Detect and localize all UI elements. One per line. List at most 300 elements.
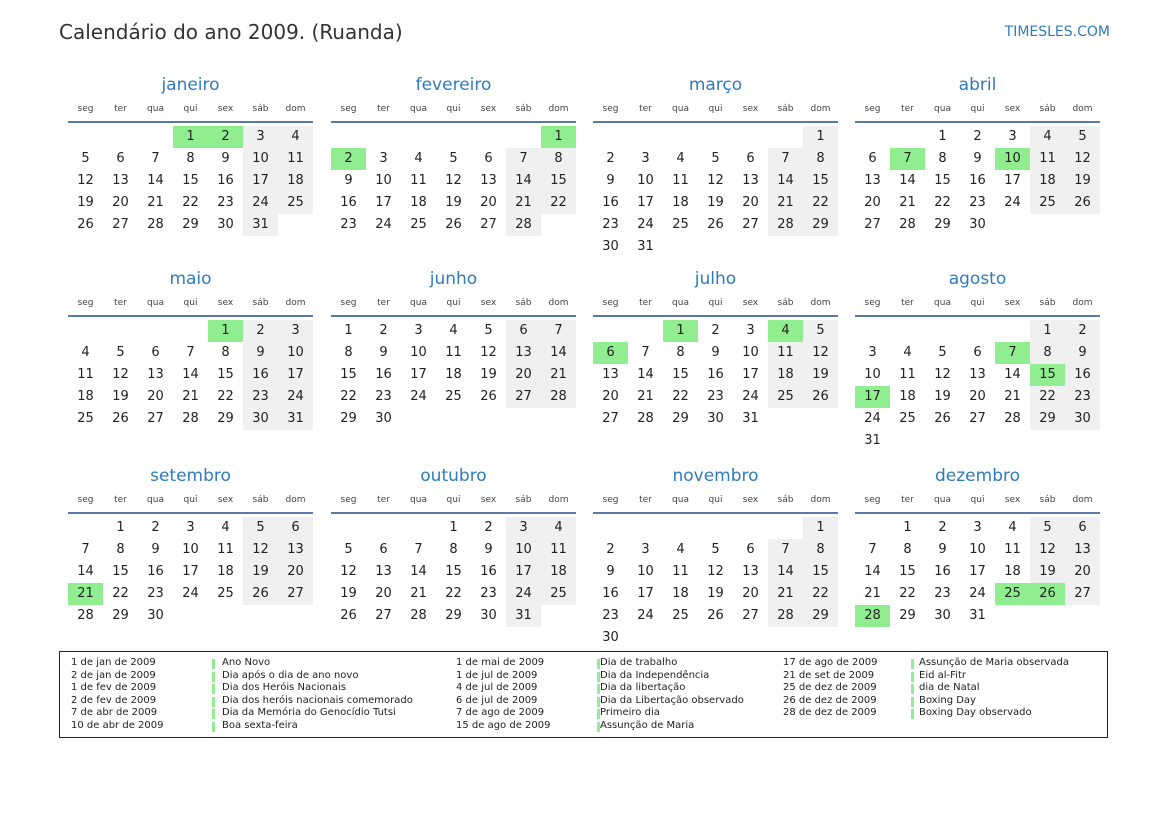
day-cell: 8 xyxy=(803,148,838,170)
holiday-legend xyxy=(59,651,1108,738)
day-cell: 12 xyxy=(934,367,951,382)
legend-date: 17 de ago de 2009 xyxy=(783,657,878,668)
day-cell: 5 xyxy=(1065,126,1100,148)
weekday-label: qua xyxy=(147,104,164,114)
day-cell: 19 xyxy=(934,389,951,404)
legend-holiday-name: Dia de trabalho xyxy=(600,657,678,668)
day-cell: 20 xyxy=(278,561,313,583)
day-cell: 4 xyxy=(278,126,313,148)
weekday-label: qui xyxy=(446,298,461,308)
weekday-label: dom xyxy=(1072,104,1093,114)
day-cell: 30 xyxy=(375,411,392,426)
day-cell: 24 xyxy=(506,583,541,605)
day-cell: 23 xyxy=(217,195,234,210)
day-cell: 5 xyxy=(484,323,493,338)
legend-holiday-name: Dia da Independência xyxy=(600,669,710,681)
day-cell: 21 xyxy=(637,389,654,404)
day-cell: 12 xyxy=(803,342,838,364)
holiday-day-cell: 1 xyxy=(541,126,576,148)
day-cell: 16 xyxy=(243,364,278,386)
holiday-day-cell: 2 xyxy=(208,126,243,148)
weekday-label: sáb xyxy=(777,298,794,308)
day-cell: 15 xyxy=(803,170,838,192)
legend-holiday-name: Dia da Memória do Genocídio Tutsi xyxy=(222,707,396,719)
day-cell: 5 xyxy=(1030,517,1065,539)
weekday-label: ter xyxy=(901,104,914,114)
day-cell: 28 xyxy=(541,386,576,408)
day-cell: 22 xyxy=(803,583,838,605)
day-cell: 23 xyxy=(1065,386,1100,408)
day-cell: 26 xyxy=(803,386,838,408)
weekday-label: dom xyxy=(548,104,569,114)
weekday-label: qui xyxy=(708,495,723,505)
month-divider xyxy=(855,315,1100,317)
site-link[interactable]: TIMESLES.COM xyxy=(1004,24,1110,40)
day-cell: 23 xyxy=(375,389,392,404)
month-name: setembro xyxy=(150,466,231,486)
day-cell: 25 xyxy=(445,389,462,404)
day-cell: 5 xyxy=(938,345,947,360)
day-cell: 7 xyxy=(151,151,160,166)
day-cell: 27 xyxy=(602,411,619,426)
day-cell: 4 xyxy=(676,151,685,166)
day-cell: 28 xyxy=(77,608,94,623)
day-cell: 6 xyxy=(116,151,125,166)
day-cell: 3 xyxy=(414,323,423,338)
day-cell: 24 xyxy=(637,608,654,623)
day-cell: 14 xyxy=(899,173,916,188)
weekday-label: qua xyxy=(410,495,427,505)
day-cell: 8 xyxy=(116,542,125,557)
holiday-marker xyxy=(911,684,914,694)
month-divider xyxy=(593,121,838,123)
day-cell: 16 xyxy=(707,367,724,382)
day-cell: 20 xyxy=(147,389,164,404)
day-cell: 7 xyxy=(541,320,576,342)
day-cell: 9 xyxy=(344,173,353,188)
day-cell: 14 xyxy=(541,342,576,364)
weekday-label: sáb xyxy=(252,495,269,505)
day-cell: 9 xyxy=(243,342,278,364)
weekday-label: qua xyxy=(410,298,427,308)
day-cell: 14 xyxy=(77,564,94,579)
day-cell: 6 xyxy=(973,345,982,360)
day-cell: 31 xyxy=(506,605,541,627)
day-cell: 4 xyxy=(541,517,576,539)
legend-date: 1 de jan de 2009 xyxy=(71,657,156,668)
weekday-label: seg xyxy=(77,298,94,308)
weekday-label: qua xyxy=(672,104,689,114)
day-cell: 28 xyxy=(899,217,916,232)
day-cell: 20 xyxy=(969,389,986,404)
legend-holiday-name: Ano Novo xyxy=(222,657,271,668)
weekday-label: sex xyxy=(1004,104,1021,114)
legend-holiday-name: Dia da Libertação observado xyxy=(600,694,744,706)
weekday-label: ter xyxy=(377,495,390,505)
day-cell: 18 xyxy=(899,389,916,404)
day-cell: 27 xyxy=(506,386,541,408)
day-cell: 17 xyxy=(969,564,986,579)
day-cell: 29 xyxy=(803,605,838,627)
legend-date: 1 de jul de 2009 xyxy=(456,669,538,681)
holiday-marker xyxy=(212,722,215,732)
day-cell: 26 xyxy=(707,217,724,232)
day-cell: 12 xyxy=(707,564,724,579)
month-divider xyxy=(855,121,1100,123)
day-cell: 28 xyxy=(182,411,199,426)
day-cell: 24 xyxy=(742,389,759,404)
day-cell: 16 xyxy=(934,564,951,579)
day-cell: 31 xyxy=(243,214,278,236)
legend-date: 10 de abr de 2009 xyxy=(71,719,164,731)
holiday-marker xyxy=(212,659,215,669)
day-cell: 27 xyxy=(742,608,759,623)
day-cell: 14 xyxy=(182,367,199,382)
legend-holiday-name: Boxing Day observado xyxy=(919,707,1032,719)
day-cell: 30 xyxy=(243,408,278,430)
weekday-header xyxy=(593,495,838,509)
day-cell: 25 xyxy=(1030,192,1065,214)
day-cell: 16 xyxy=(217,173,234,188)
day-cell: 28 xyxy=(506,214,541,236)
day-cell: 9 xyxy=(938,542,947,557)
day-cell: 16 xyxy=(602,586,619,601)
weekday-header xyxy=(855,298,1100,312)
day-cell: 3 xyxy=(379,151,388,166)
day-cell: 20 xyxy=(864,195,881,210)
holiday-marker xyxy=(212,697,215,707)
day-cell: 6 xyxy=(746,151,755,166)
month-name: janeiro xyxy=(161,75,220,95)
day-cell: 19 xyxy=(707,586,724,601)
holiday-marker xyxy=(212,709,215,719)
day-cell: 19 xyxy=(1030,561,1065,583)
day-cell: 26 xyxy=(77,217,94,232)
weekday-label: ter xyxy=(901,298,914,308)
day-cell: 11 xyxy=(672,173,689,188)
day-cell: 7 xyxy=(868,542,877,557)
day-cell: 21 xyxy=(147,195,164,210)
day-cell: 28 xyxy=(768,214,803,236)
day-cell: 12 xyxy=(707,173,724,188)
day-cell: 26 xyxy=(445,217,462,232)
day-cell: 2 xyxy=(938,520,947,535)
weekday-label: ter xyxy=(639,495,652,505)
day-cell: 23 xyxy=(602,217,619,232)
weekday-header xyxy=(331,495,576,509)
day-cell: 3 xyxy=(186,520,195,535)
day-cell: 10 xyxy=(410,345,427,360)
weekday-label: seg xyxy=(340,298,357,308)
month-name: dezembro xyxy=(935,466,1020,486)
month-divider xyxy=(593,315,838,317)
month-divider xyxy=(593,512,838,514)
day-cell: 15 xyxy=(340,367,357,382)
day-cell: 13 xyxy=(375,564,392,579)
day-cell: 6 xyxy=(379,542,388,557)
day-cell: 20 xyxy=(480,195,497,210)
weekday-label: seg xyxy=(602,298,619,308)
day-cell: 28 xyxy=(768,605,803,627)
day-cell: 30 xyxy=(602,239,619,254)
day-cell: 24 xyxy=(637,217,654,232)
weekday-label: qui xyxy=(708,104,723,114)
day-cell: 21 xyxy=(768,583,803,605)
day-cell: 25 xyxy=(217,586,234,601)
day-cell: 29 xyxy=(112,608,129,623)
day-cell: 5 xyxy=(711,151,720,166)
day-cell: 1 xyxy=(344,323,353,338)
day-cell: 17 xyxy=(375,195,392,210)
day-cell: 16 xyxy=(602,195,619,210)
day-cell: 27 xyxy=(112,217,129,232)
day-cell: 14 xyxy=(506,170,541,192)
day-cell: 23 xyxy=(934,586,951,601)
day-cell: 3 xyxy=(746,323,755,338)
day-cell: 9 xyxy=(606,564,615,579)
day-cell: 3 xyxy=(1008,129,1017,144)
weekday-label: ter xyxy=(901,495,914,505)
day-cell: 21 xyxy=(864,586,881,601)
day-cell: 14 xyxy=(768,561,803,583)
day-cell: 29 xyxy=(217,411,234,426)
weekday-header xyxy=(593,298,838,312)
day-cell: 1 xyxy=(1030,320,1065,342)
month-name: outubro xyxy=(420,466,487,486)
day-cell: 3 xyxy=(506,517,541,539)
day-cell: 18 xyxy=(672,195,689,210)
weekday-label: sex xyxy=(1004,298,1021,308)
day-cell: 1 xyxy=(903,520,912,535)
day-cell: 7 xyxy=(414,542,423,557)
day-cell: 7 xyxy=(768,148,803,170)
day-cell: 14 xyxy=(864,564,881,579)
weekday-label: dom xyxy=(1072,495,1093,505)
day-cell: 1 xyxy=(938,129,947,144)
day-cell: 27 xyxy=(969,411,986,426)
weekday-label: qua xyxy=(934,104,951,114)
weekday-label: qua xyxy=(410,104,427,114)
day-cell: 7 xyxy=(768,539,803,561)
day-cell: 24 xyxy=(182,586,199,601)
day-cell: 2 xyxy=(606,542,615,557)
month-name: março xyxy=(688,75,743,95)
day-cell: 10 xyxy=(637,173,654,188)
day-cell: 13 xyxy=(742,564,759,579)
day-cell: 27 xyxy=(147,411,164,426)
day-cell: 5 xyxy=(243,517,278,539)
day-cell: 7 xyxy=(186,345,195,360)
day-cell: 28 xyxy=(1004,411,1021,426)
day-cell: 24 xyxy=(1004,195,1021,210)
holiday-day-cell: 7 xyxy=(890,148,925,170)
day-cell: 20 xyxy=(506,364,541,386)
day-cell: 13 xyxy=(147,367,164,382)
day-cell: 6 xyxy=(151,345,160,360)
legend-date: 26 de dez de 2009 xyxy=(783,694,877,706)
day-cell: 11 xyxy=(77,367,94,382)
day-cell: 7 xyxy=(506,148,541,170)
day-cell: 4 xyxy=(1030,126,1065,148)
day-cell: 26 xyxy=(112,411,129,426)
weekday-label: qui xyxy=(183,495,198,505)
day-cell: 11 xyxy=(410,173,427,188)
day-cell: 13 xyxy=(278,539,313,561)
day-cell: 23 xyxy=(147,586,164,601)
weekday-header xyxy=(331,298,576,312)
day-cell: 19 xyxy=(707,195,724,210)
day-cell: 30 xyxy=(147,608,164,623)
day-cell: 14 xyxy=(637,367,654,382)
day-cell: 18 xyxy=(77,389,94,404)
day-cell: 11 xyxy=(768,342,803,364)
day-cell: 2 xyxy=(379,323,388,338)
month-divider xyxy=(855,512,1100,514)
day-cell: 21 xyxy=(506,192,541,214)
day-cell: 10 xyxy=(742,345,759,360)
day-cell: 9 xyxy=(221,151,230,166)
weekday-label: sáb xyxy=(1039,104,1056,114)
day-cell: 19 xyxy=(480,367,497,382)
day-cell: 21 xyxy=(410,586,427,601)
day-cell: 22 xyxy=(934,195,951,210)
day-cell: 3 xyxy=(868,345,877,360)
weekday-header xyxy=(68,495,313,509)
day-cell: 17 xyxy=(506,561,541,583)
day-cell: 16 xyxy=(375,367,392,382)
weekday-label: sex xyxy=(480,104,497,114)
day-cell: 20 xyxy=(375,586,392,601)
day-cell: 23 xyxy=(707,389,724,404)
weekday-label: qui xyxy=(446,495,461,505)
day-cell: 16 xyxy=(480,564,497,579)
day-cell: 5 xyxy=(344,542,353,557)
day-cell: 17 xyxy=(410,367,427,382)
weekday-label: sex xyxy=(480,495,497,505)
month-divider xyxy=(331,315,576,317)
legend-date: 6 de jul de 2009 xyxy=(456,694,538,706)
day-cell: 3 xyxy=(641,151,650,166)
day-cell: 25 xyxy=(768,386,803,408)
holiday-day-cell: 28 xyxy=(855,605,890,627)
holiday-day-cell: 10 xyxy=(995,148,1030,170)
day-cell: 25 xyxy=(278,192,313,214)
day-cell: 29 xyxy=(672,411,689,426)
month-divider xyxy=(68,121,313,123)
weekday-label: sáb xyxy=(515,495,532,505)
day-cell: 3 xyxy=(278,320,313,342)
day-cell: 8 xyxy=(541,148,576,170)
holiday-day-cell: 21 xyxy=(68,583,103,605)
holiday-day-cell: 4 xyxy=(768,320,803,342)
day-cell: 8 xyxy=(903,542,912,557)
day-cell: 30 xyxy=(934,608,951,623)
day-cell: 5 xyxy=(116,345,125,360)
day-cell: 2 xyxy=(151,520,160,535)
day-cell: 29 xyxy=(340,411,357,426)
weekday-label: qua xyxy=(147,495,164,505)
day-cell: 23 xyxy=(243,386,278,408)
day-cell: 17 xyxy=(637,195,654,210)
holiday-day-cell: 7 xyxy=(995,342,1030,364)
holiday-marker xyxy=(911,697,914,707)
day-cell: 15 xyxy=(112,564,129,579)
legend-holiday-name: Dia dos Heróis Nacionais xyxy=(222,682,346,694)
day-cell: 28 xyxy=(637,411,654,426)
day-cell: 20 xyxy=(112,195,129,210)
day-cell: 29 xyxy=(445,608,462,623)
day-cell: 13 xyxy=(480,173,497,188)
day-cell: 16 xyxy=(1065,364,1100,386)
day-cell: 25 xyxy=(541,583,576,605)
month-name: julho xyxy=(694,269,737,289)
day-cell: 26 xyxy=(243,583,278,605)
day-cell: 25 xyxy=(672,608,689,623)
day-cell: 22 xyxy=(1030,386,1065,408)
day-cell: 5 xyxy=(449,151,458,166)
weekday-label: qui xyxy=(708,298,723,308)
day-cell: 11 xyxy=(899,367,916,382)
day-cell: 13 xyxy=(864,173,881,188)
day-cell: 6 xyxy=(278,517,313,539)
weekday-label: seg xyxy=(864,495,881,505)
day-cell: 13 xyxy=(1065,539,1100,561)
weekday-label: sex xyxy=(742,298,759,308)
weekday-label: qui xyxy=(970,298,985,308)
day-cell: 10 xyxy=(182,542,199,557)
day-cell: 19 xyxy=(1065,170,1100,192)
day-cell: 24 xyxy=(969,586,986,601)
day-cell: 2 xyxy=(243,320,278,342)
day-cell: 13 xyxy=(602,367,619,382)
day-cell: 31 xyxy=(969,608,986,623)
day-cell: 6 xyxy=(506,320,541,342)
legend-holiday-name: Eid al-Fitr xyxy=(919,669,966,681)
day-cell: 14 xyxy=(768,170,803,192)
day-cell: 11 xyxy=(217,542,234,557)
day-cell: 5 xyxy=(81,151,90,166)
legend-date: 4 de jul de 2009 xyxy=(456,682,538,694)
weekday-label: qua xyxy=(934,298,951,308)
weekday-label: sex xyxy=(742,104,759,114)
day-cell: 18 xyxy=(768,364,803,386)
legend-date: 1 de fev de 2009 xyxy=(71,682,157,694)
legend-date: 7 de ago de 2009 xyxy=(456,707,545,719)
day-cell: 2 xyxy=(1065,320,1100,342)
day-cell: 30 xyxy=(1065,408,1100,430)
weekday-label: sáb xyxy=(1039,495,1056,505)
day-cell: 29 xyxy=(182,217,199,232)
day-cell: 1 xyxy=(803,126,838,148)
day-cell: 18 xyxy=(278,170,313,192)
weekday-label: qui xyxy=(970,495,985,505)
day-cell: 8 xyxy=(186,151,195,166)
day-cell: 5 xyxy=(803,320,838,342)
day-cell: 18 xyxy=(1030,170,1065,192)
day-cell: 8 xyxy=(938,151,947,166)
day-cell: 8 xyxy=(221,345,230,360)
day-cell: 9 xyxy=(606,173,615,188)
month-divider xyxy=(331,512,576,514)
holiday-day-cell: 6 xyxy=(593,342,628,364)
weekday-label: seg xyxy=(340,495,357,505)
day-cell: 10 xyxy=(864,367,881,382)
weekday-label: sex xyxy=(480,298,497,308)
day-cell: 22 xyxy=(182,195,199,210)
day-cell: 15 xyxy=(182,173,199,188)
day-cell: 29 xyxy=(803,214,838,236)
day-cell: 14 xyxy=(147,173,164,188)
